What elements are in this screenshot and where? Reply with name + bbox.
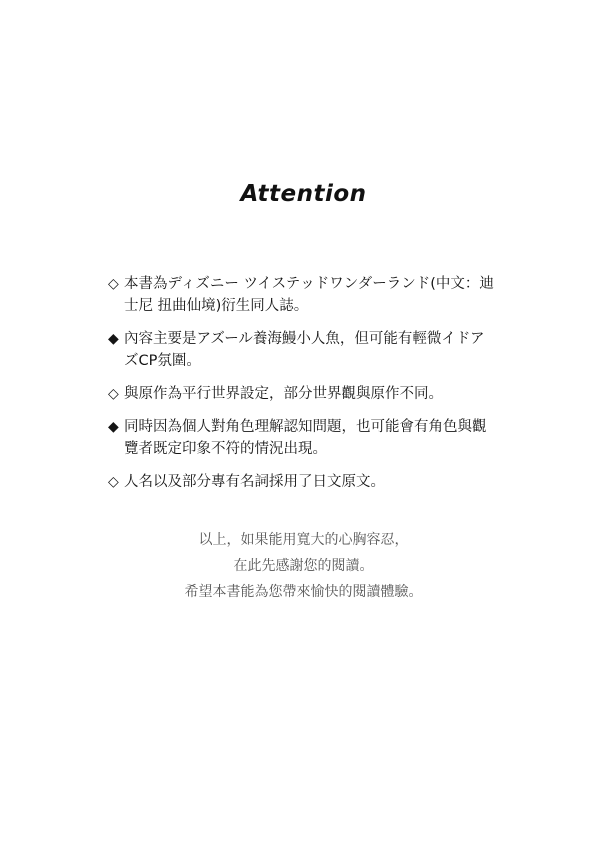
closing-line: 希望本書能為您帶來愉快的閱讀體驗。	[184, 584, 423, 600]
attention-notes-list	[108, 273, 498, 504]
note-item	[108, 416, 498, 460]
page-title: Attention	[240, 181, 367, 207]
note-text: 與原作為平行世界設定，部分世界觀與原作不同。	[124, 386, 443, 402]
note-item	[108, 273, 498, 317]
hollow-diamond-icon: ◇	[108, 474, 119, 490]
hollow-diamond-icon: ◇	[108, 386, 119, 402]
hollow-diamond-icon: ◇	[108, 276, 119, 292]
closing-message	[0, 527, 607, 605]
note-item	[108, 328, 498, 372]
note-text: 內容主要是アズール養海鰻小人魚，但可能有輕微イドアズCP氛圍。	[124, 331, 485, 369]
note-text: 本書為ディズニー ツイステッドワンダーランド(中文：迪士尼 扭曲仙境)衍生同人誌。	[124, 276, 494, 314]
note-text: 人名以及部分專有名詞採用了日文原文。	[124, 474, 385, 490]
note-text: 同時因為個人對角色理解認知問題，也可能會有角色與觀覽者既定印象不符的情況出現。	[124, 419, 487, 457]
note-item	[108, 383, 498, 405]
filled-diamond-icon: ◆	[108, 331, 119, 347]
closing-line: 在此先感謝您的閱讀。	[233, 558, 374, 574]
closing-line: 以上，如果能用寬大的心胸容忍，	[198, 532, 409, 548]
filled-diamond-icon: ◆	[108, 419, 119, 435]
note-item	[108, 471, 498, 493]
